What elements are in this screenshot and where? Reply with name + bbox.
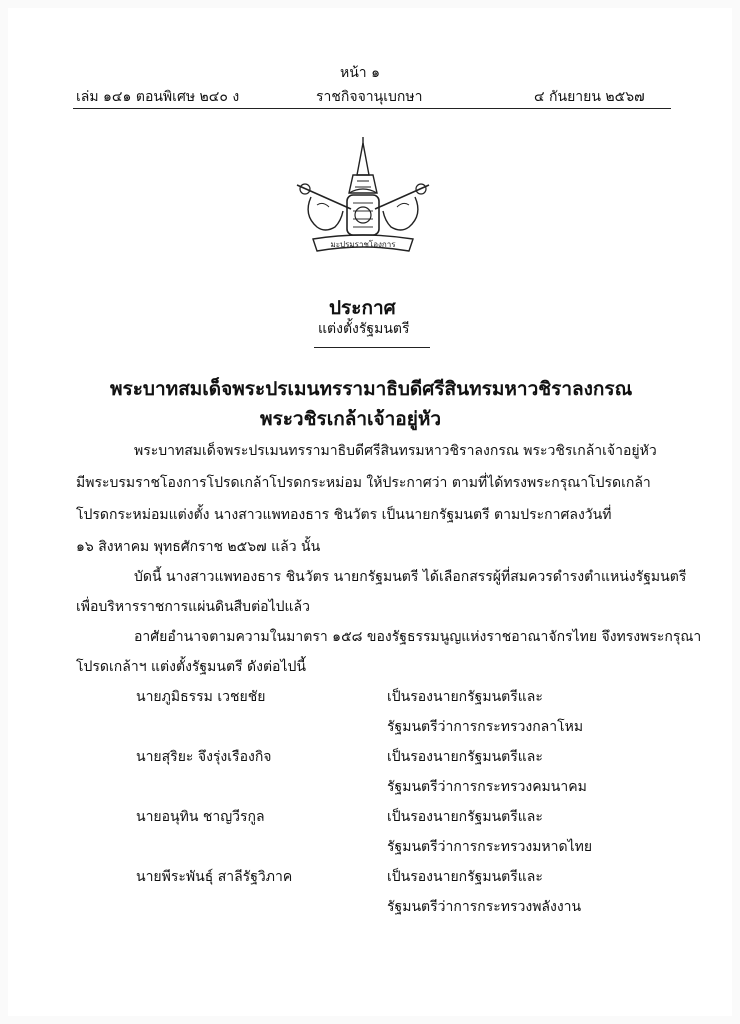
appointee-name: นายสุริยะ จึงรุ่งเรืองกิจ [136, 749, 272, 765]
appointee-name: นายภูมิธรรม เวชยชัย [136, 689, 266, 705]
royal-emblem-icon [283, 135, 443, 260]
paragraph-1-line-1: พระบาทสมเด็จพระปรเมนทรรามาธิบดีศรีสินทรมหาวชิราลงกรณ พระวชิรเกล้าเจ้าอยู่หัว [134, 443, 657, 459]
appointee-ministry: รัฐมนตรีว่าการกระทรวงกลาโหม [387, 719, 584, 735]
appointee-name: นายอนุทิน ชาญวีรกูล [136, 809, 265, 825]
paragraph-2-line-2: เพื่อบริหารราชการแผ่นดินสืบต่อไปแล้ว [76, 599, 310, 615]
publication-date: ๔ กันยายน ๒๕๖๗ [534, 89, 645, 105]
svg-text:มะปรมราชโองการ: มะปรมราชโองการ [330, 240, 396, 249]
announcement-title: ประกาศ [329, 297, 396, 319]
volume-info: เล่ม ๑๔๑ ตอนพิเศษ ๒๔๐ ง [76, 89, 240, 105]
king-name-line1: พระบาทสมเด็จพระปรเมนทรรามาธิบดีศรีสินทรมหาวชิราลงกรณ [110, 378, 633, 400]
paragraph-2-line-1: บัดนี้ นางสาวแพทองธาร ชินวัตร นายกรัฐมนตรี ได้เลือกสรรผู้ที่สมควรดำรงตำแหน่งรัฐมนตรี [134, 569, 687, 585]
appointee-ministry: รัฐมนตรีว่าการกระทรวงพลังงาน [387, 899, 582, 915]
paragraph-3-line-1: อาศัยอำนาจตามความในมาตรา ๑๕๘ ของรัฐธรรมนูญแห่งราชอาณาจักรไทย จึงทรงพระกรุณา [134, 629, 702, 645]
appointee-ministry: รัฐมนตรีว่าการกระทรวงคมนาคม [387, 779, 587, 795]
appointee-position: เป็นรองนายกรัฐมนตรีและ [387, 809, 543, 825]
paragraph-1-line-3: โปรดกระหม่อมแต่งตั้ง นางสาวแพทองธาร ชินวัตร เป็นนายกรัฐมนตรี ตามประกาศลงวันที่ [76, 507, 612, 523]
title-rule [314, 347, 430, 348]
paragraph-1-line-2: มีพระบรมราชโองการโปรดเกล้าโปรดกระหม่อม ให้ประกาศว่า ตามที่ได้ทรงพระกรุณาโปรดเกล้า [76, 475, 651, 491]
appointee-name: นายพีระพันธุ์ สาลีรัฐวิภาค [136, 869, 293, 885]
appointee-position: เป็นรองนายกรัฐมนตรีและ [387, 689, 543, 705]
appointee-position: เป็นรองนายกรัฐมนตรีและ [387, 749, 543, 765]
appointee-position: เป็นรองนายกรัฐมนตรีและ [387, 869, 543, 885]
announcement-subtitle: แต่งตั้งรัฐมนตรี [318, 321, 410, 337]
header-rule [73, 108, 671, 109]
appointee-ministry: รัฐมนตรีว่าการกระทรวงมหาดไทย [387, 839, 593, 855]
paragraph-3-line-2: โปรดเกล้าฯ แต่งตั้งรัฐมนตรี ดังต่อไปนี้ [76, 659, 306, 675]
page-number: หน้า ๑ [340, 65, 380, 81]
paragraph-1-line-4: ๑๖ สิงหาคม พุทธศักราช ๒๕๖๗ แล้ว นั้น [76, 539, 321, 555]
king-name-line2: พระวชิรเกล้าเจ้าอยู่หัว [260, 408, 442, 430]
publication-name: ราชกิจจานุเบกษา [316, 89, 423, 105]
